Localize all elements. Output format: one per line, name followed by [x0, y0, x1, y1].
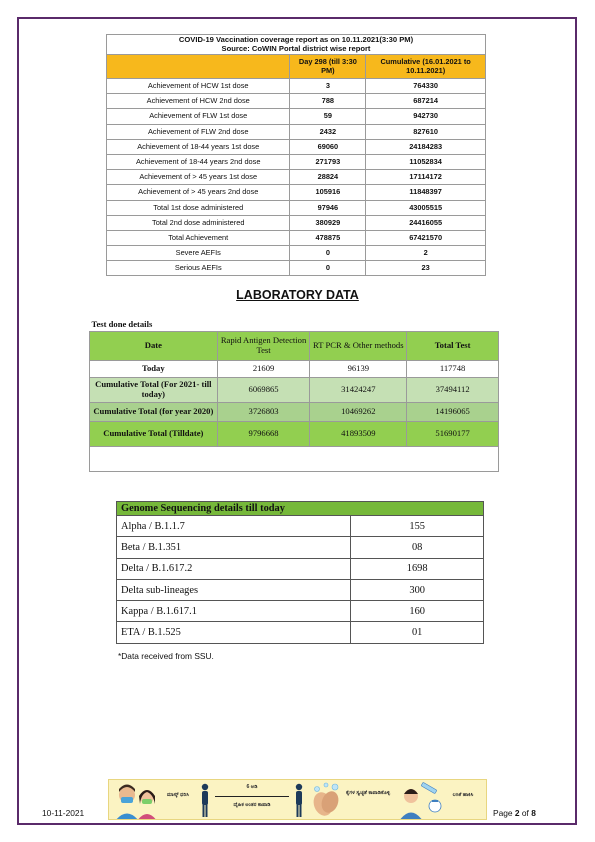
lab-row-label: Today	[90, 360, 218, 377]
vaccination-row-label: Achievement of HCW 1st dose	[107, 79, 290, 94]
genome-variant: Beta / B.1.351	[117, 537, 351, 558]
lab-row-label: Cumulative Total (for year 2020)	[90, 402, 218, 421]
vaccination-row	[107, 154, 486, 169]
vaccination-row	[107, 139, 486, 154]
vaccination-row-label: Severe AEFIs	[107, 246, 290, 261]
vaccination-header-blank	[107, 55, 290, 79]
vaccination-day-value: 97946	[290, 200, 366, 215]
genome-heading: Genome Sequencing details till today	[117, 502, 484, 516]
page-number	[493, 808, 536, 818]
vaccination-day-value: 380929	[290, 215, 366, 230]
lab-total-value: 51690177	[407, 421, 499, 446]
vaccination-col-cumulative: Cumulative (16.01.2021 to 10.11.2021)	[366, 55, 486, 79]
genome-count: 155	[351, 516, 484, 537]
genome-count: 08	[351, 537, 484, 558]
lab-row-cumulative-tilldate	[90, 421, 499, 446]
lab-col-rtpcr: RT PCR & Other methods	[310, 331, 407, 360]
vaccination-row	[107, 185, 486, 200]
banner-text-distance: ದೈಹಿಕ ಅಂತರ ಕಾಪಾಡಿ	[233, 802, 271, 808]
genome-row	[117, 579, 484, 600]
vaccination-cumulative-value: 11052834	[366, 154, 486, 169]
footnote: *Data received from SSU.	[118, 651, 214, 661]
banner-vaccine-segment	[397, 780, 487, 820]
lab-rapid-value: 3726803	[217, 402, 310, 421]
vaccination-row-label: Achievement of > 45 years 2nd dose	[107, 185, 290, 200]
vaccination-row-label: Total Achievement	[107, 230, 290, 245]
vaccination-row	[107, 215, 486, 230]
vaccination-row	[107, 246, 486, 261]
lab-blank-cell	[407, 446, 499, 471]
laboratory-table	[89, 319, 499, 472]
vaccination-day-value: 59	[290, 109, 366, 124]
lab-row-today	[90, 360, 499, 377]
vaccination-source: Source: CoWIN Portal district wise report	[107, 45, 486, 55]
vaccination-day-value: 3	[290, 79, 366, 94]
vaccination-cumulative-value: 67421570	[366, 230, 486, 245]
genome-row	[117, 601, 484, 622]
lab-row-label: Cumulative Total (Tilldate)	[90, 421, 218, 446]
lab-rtpcr-value: 41893509	[310, 421, 407, 446]
banner-text-vaccine: ಲಸಿಕೆ ಹಾಕಿಸಿ	[452, 792, 474, 798]
lab-row-cumulative-2020	[90, 402, 499, 421]
vaccination-cumulative-value: 2	[366, 246, 486, 261]
vaccination-day-value: 28824	[290, 170, 366, 185]
vaccination-cumulative-value: 23	[366, 261, 486, 276]
vaccination-row-label: Achievement of > 45 years 1st dose	[107, 170, 290, 185]
genome-count: 300	[351, 579, 484, 600]
vaccination-cumulative-value: 687214	[366, 94, 486, 109]
genome-variant: Delta sub-lineages	[117, 579, 351, 600]
vaccination-row	[107, 79, 486, 94]
lab-rtpcr-value: 10469262	[310, 402, 407, 421]
genome-variant: ETA / B.1.525	[117, 622, 351, 643]
vaccination-cumulative-value: 43005515	[366, 200, 486, 215]
vaccination-row	[107, 261, 486, 276]
vaccination-day-value: 0	[290, 246, 366, 261]
vaccination-table	[106, 34, 486, 276]
page-of: of	[519, 808, 532, 818]
banner-mask-segment	[113, 780, 197, 820]
lab-total-value: 14196065	[407, 402, 499, 421]
lab-rtpcr-value: 96139	[310, 360, 407, 377]
page-current: 2	[514, 808, 520, 818]
page-prefix: Page	[493, 808, 515, 818]
lab-rtpcr-value: 31424247	[310, 377, 407, 402]
lab-row-label: Cumulative Total (For 2021- till today)	[90, 377, 218, 402]
vaccination-cumulative-value: 11848397	[366, 185, 486, 200]
genome-variant: Kappa / B.1.617.1	[117, 601, 351, 622]
vaccination-day-value: 69060	[290, 139, 366, 154]
vaccination-header-row	[107, 55, 486, 79]
handwash-icon	[309, 780, 343, 820]
banner-distance-segment	[197, 780, 307, 820]
lab-blank-cell	[90, 446, 218, 471]
lab-rapid-value: 21609	[217, 360, 310, 377]
genome-variant: Delta / B.1.617.2	[117, 558, 351, 579]
masked-people-icon	[113, 780, 161, 820]
lab-row-cumulative-2021	[90, 377, 499, 402]
vaccination-row	[107, 109, 486, 124]
banner-text-mask: ಮಾಸ್ಕ್ ಧರಿಸಿ	[167, 792, 189, 798]
vaccination-row-label: Total 1st dose administered	[107, 200, 290, 215]
lab-rapid-value: 9796668	[217, 421, 310, 446]
person-left-icon	[199, 783, 211, 819]
lab-col-total: Total Test	[407, 331, 499, 360]
vaccination-row	[107, 94, 486, 109]
banner-handwash-segment	[309, 780, 397, 820]
vaccination-cumulative-value: 942730	[366, 109, 486, 124]
laboratory-heading: LABORATORY DATA	[236, 288, 359, 302]
lab-rapid-value: 6069865	[217, 377, 310, 402]
vaccination-row-label: Achievement of HCW 2nd dose	[107, 94, 290, 109]
genome-row	[117, 516, 484, 537]
vaccination-row-label: Achievement of FLW 2nd dose	[107, 124, 290, 139]
genome-count: 1698	[351, 558, 484, 579]
banner-distance-label: 6 ಅಡಿ	[246, 784, 258, 790]
banner-text-handwash: ಕೈಗಳ ಸ್ವಚ್ಛತೆ ಕಾಪಾಡಿಕೊಳ್ಳಿ	[345, 790, 391, 796]
vaccination-row	[107, 124, 486, 139]
health-banner	[108, 779, 487, 820]
vaccination-cumulative-value: 24416055	[366, 215, 486, 230]
page-total: 8	[531, 808, 536, 818]
vaccination-day-value: 271793	[290, 154, 366, 169]
vaccination-row-label: Total 2nd dose administered	[107, 215, 290, 230]
genome-count: 01	[351, 622, 484, 643]
vaccination-col-day: Day 298 (till 3:30 PM)	[290, 55, 366, 79]
distance-arrow-icon	[215, 796, 289, 797]
lab-total-value: 37494112	[407, 377, 499, 402]
vaccination-row	[107, 200, 486, 215]
lab-caption: Test done details	[90, 319, 499, 331]
lab-blank-cell	[217, 446, 310, 471]
person-right-icon	[293, 783, 305, 819]
lab-col-date: Date	[90, 331, 218, 360]
vaccination-cumulative-value: 827610	[366, 124, 486, 139]
genome-count: 160	[351, 601, 484, 622]
vaccination-row-label: Achievement of FLW 1st dose	[107, 109, 290, 124]
vaccination-row	[107, 170, 486, 185]
lab-blank-cell	[310, 446, 407, 471]
vaccination-cumulative-value: 764330	[366, 79, 486, 94]
lab-total-value: 117748	[407, 360, 499, 377]
lab-header-row	[90, 331, 499, 360]
genome-variant: Alpha / B.1.1.7	[117, 516, 351, 537]
vaccination-row-label: Achievement of 18-44 years 1st dose	[107, 139, 290, 154]
vaccination-row-label: Achievement of 18-44 years 2nd dose	[107, 154, 290, 169]
vaccination-row-label: Serious AEFIs	[107, 261, 290, 276]
vaccination-title: COVID-19 Vaccination coverage report as on 10.11.2021(3:30 PM)	[107, 35, 486, 45]
genome-row	[117, 622, 484, 643]
vaccination-row	[107, 230, 486, 245]
lab-col-rapid: Rapid Antigen Detection Test	[217, 331, 310, 360]
vaccine-icon	[397, 780, 443, 820]
vaccination-day-value: 105916	[290, 185, 366, 200]
vaccination-day-value: 2432	[290, 124, 366, 139]
genome-row	[117, 537, 484, 558]
vaccination-cumulative-value: 24184283	[366, 139, 486, 154]
genome-row	[117, 558, 484, 579]
vaccination-day-value: 788	[290, 94, 366, 109]
vaccination-cumulative-value: 17114172	[366, 170, 486, 185]
footer-date: 10-11-2021	[42, 808, 85, 818]
lab-blank-row	[90, 446, 499, 471]
genome-table	[116, 501, 484, 644]
vaccination-day-value: 0	[290, 261, 366, 276]
vaccination-day-value: 478875	[290, 230, 366, 245]
